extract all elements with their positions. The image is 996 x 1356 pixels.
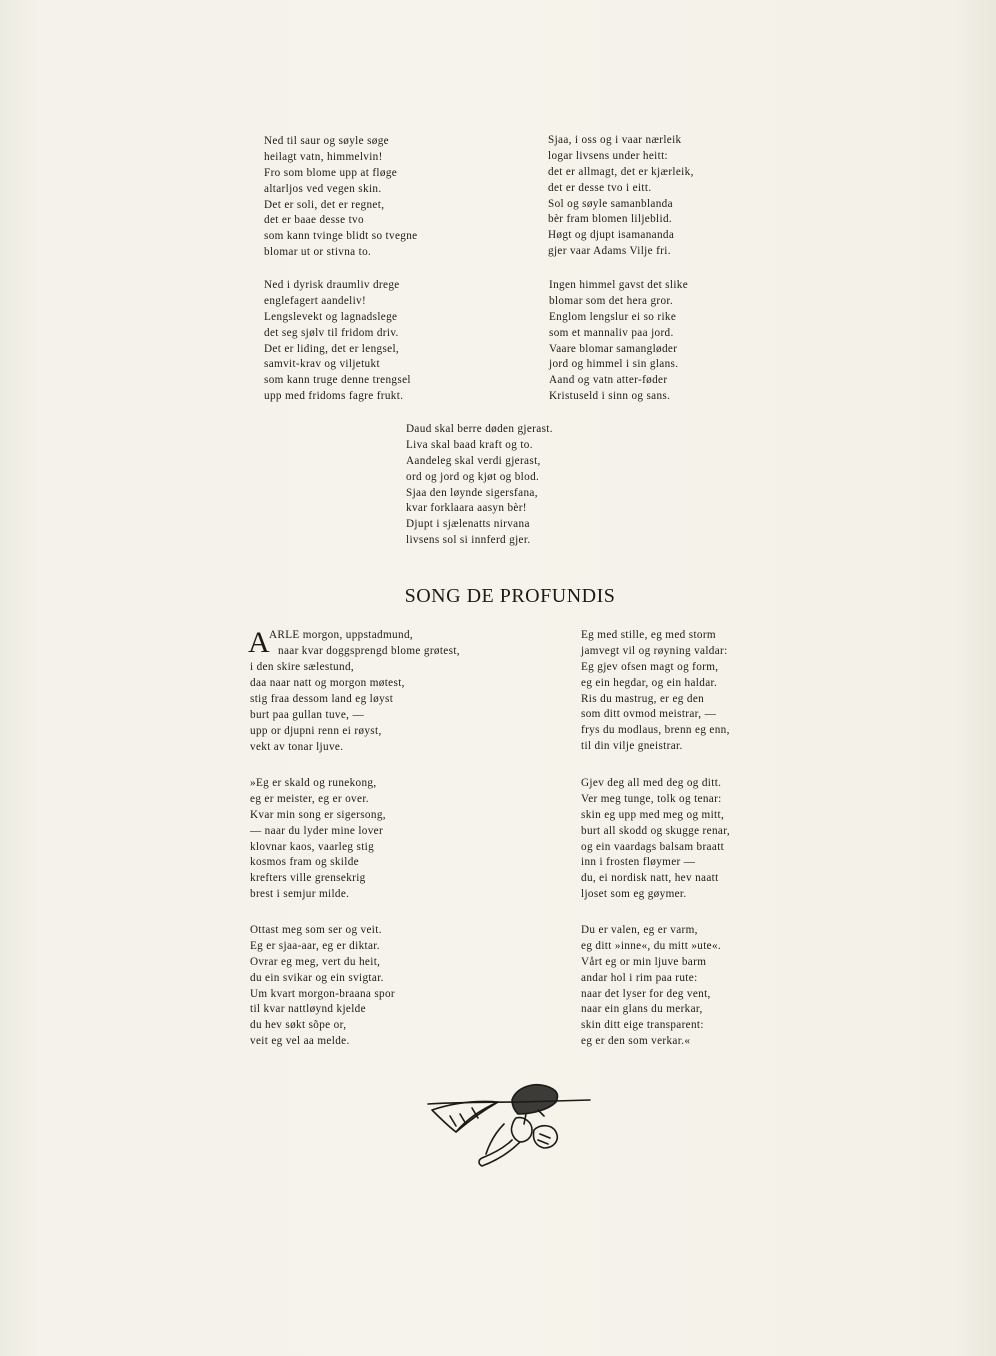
- verse-line: altarljos ved vegen skin.: [264, 182, 382, 195]
- verse-line: eg ditt »inne«, du mitt »ute«.: [581, 939, 722, 952]
- verse-line: Vaare blomar samangløder: [549, 342, 678, 355]
- drop-cap: A: [248, 626, 270, 659]
- verse-line: blomar som det hera gror.: [549, 294, 674, 307]
- verse-line: som kann tvinge blidt so tvegne: [264, 230, 418, 243]
- verse-line: Ned i dyrisk draumliv drege: [264, 279, 400, 291]
- verse-line: blomar ut or stivna to.: [264, 246, 372, 259]
- verse-line: skin ditt eige transparent:: [581, 1019, 704, 1032]
- verse-line: til kvar nattløynd kjelde: [250, 1003, 366, 1016]
- verse-line: Ver meg tunge, tolk og tenar:: [581, 792, 722, 805]
- verse-line: upp or djupni renn ei røyst,: [250, 725, 382, 737]
- verse-line: eg er den som verkar.«: [581, 1035, 691, 1048]
- verse-line: naar ein glans du merkar,: [581, 1003, 703, 1016]
- verse-line: kvar forklaara aasyn bèr!: [406, 502, 527, 515]
- verse-line: det seg sjølv til fridom driv.: [264, 326, 399, 339]
- verse-line: Lengslevekt og lagnadslege: [264, 310, 398, 323]
- verse-line: gjer vaar Adams Vilje fri.: [548, 245, 671, 258]
- verse-line: og ein vaardags balsam braatt: [581, 840, 725, 853]
- verse-line: du, ei nordisk natt, hev naatt: [581, 872, 719, 885]
- verse-line: det er allmagt, det er kjærleik,: [548, 165, 694, 178]
- verse-line: Eg er sjaa-aar, eg er diktar.: [250, 939, 380, 952]
- verse-line: samvit-krav og viljetukt: [264, 358, 380, 371]
- song-stanza-right-1: [581, 628, 730, 755]
- verse-line: Djupt i sjælenatts nirvana: [406, 518, 530, 531]
- verse-line: Kristuseld i sinn og sans.: [549, 390, 671, 403]
- verse-line: naar det lyser for deg vent,: [581, 987, 711, 1000]
- verse-line: livsens sol si innferd gjer.: [406, 534, 531, 547]
- verse-line: »Eg er skald og runekong,: [250, 777, 377, 789]
- verse-line: upp med fridoms fagre frukt.: [264, 390, 404, 403]
- verse-line: logar livsens under heitt:: [548, 149, 669, 162]
- verse-line: skin eg upp med meg og mitt,: [581, 808, 725, 821]
- poem1-stanza-left-1: [264, 134, 417, 261]
- verse-line: heilagt vatn, himmelvin!: [264, 150, 383, 163]
- verse-line: andar hol i rim paa rute:: [581, 971, 698, 984]
- verse-line: Kvar min song er sigersong,: [250, 808, 386, 821]
- verse-line: krefters ville grensekrig: [250, 872, 366, 885]
- verse-line: Ned til saur og søyle søge: [264, 135, 389, 147]
- verse-line: inn i frosten fløymer —: [581, 856, 696, 869]
- verse-line: Fro som blome upp at fløge: [264, 166, 398, 179]
- verse-line: som et mannaliv paa jord.: [549, 326, 674, 339]
- verse-line: bèr fram blomen liljeblid.: [548, 213, 673, 226]
- leaf-flower-ornament-icon: [420, 1080, 600, 1180]
- verse-line: Høgt og djupt isamananda: [548, 229, 675, 242]
- verse-line: Du er valen, eg er varm,: [581, 924, 698, 936]
- verse-line: brest i semjur milde.: [250, 888, 350, 901]
- verse-line: du ein svikar og ein svigtar.: [250, 971, 384, 984]
- verse-line: burt all skodd og skugge renar,: [581, 824, 730, 837]
- verse-line: vekt av tonar ljuve.: [250, 741, 344, 753]
- poem1-stanza-right-2: [549, 278, 688, 405]
- verse-line: det er baae desse tvo: [264, 214, 364, 227]
- verse-line: ord og jord og kjøt og blod.: [406, 470, 540, 483]
- verse-line: Eg gjev ofsen magt og form,: [581, 660, 719, 673]
- verse-line: Aandeleg skal verdi gjerast,: [406, 454, 541, 467]
- verse-line: det er desse tvo i eitt.: [548, 181, 652, 194]
- verse-line: ljoset som eg gøymer.: [581, 888, 687, 901]
- song-stanza-left-2: [250, 776, 386, 903]
- verse-line: du hev søkt sõpe or,: [250, 1019, 347, 1032]
- verse-line: Ottast meg som ser og veit.: [250, 924, 382, 936]
- verse-line: Englom lengslur ei so rike: [549, 310, 677, 323]
- verse-line: Ris du mastrug, er eg den: [581, 692, 705, 705]
- verse-line: Vårt eg or min ljuve barm: [581, 955, 707, 968]
- verse-line: Sjaa den løynde sigersfana,: [406, 486, 538, 499]
- verse-line: eg er meister, eg er over.: [250, 792, 369, 805]
- verse-line: Det er soli, det er regnet,: [264, 198, 385, 211]
- song-stanza-right-3: [581, 923, 721, 1050]
- verse-line: som ditt ovmod meistrar, —: [581, 708, 717, 721]
- verse-line: Sjaa, i oss og i vaar nærleik: [548, 134, 682, 146]
- song-title: SONG DE PROFUNDIS: [404, 585, 616, 607]
- verse-line: ARLE morgon, uppstadmund,: [269, 629, 414, 641]
- poem1-stanza-right-1: [548, 133, 694, 260]
- verse-line: Liva skal baad kraft og to.: [406, 438, 533, 451]
- verse-line: kosmos fram og skilde: [250, 856, 359, 869]
- verse-line: Aand og vatn atter-føder: [549, 374, 668, 387]
- verse-line: daa naar natt og morgon møtest,: [250, 677, 405, 689]
- verse-line: eg ein hegdar, og ein haldar.: [581, 676, 718, 689]
- verse-line: burt paa gullan tuve, —: [250, 709, 364, 721]
- poem1-stanza-left-2: [264, 278, 411, 405]
- verse-line: — naar du lyder mine lover: [250, 824, 384, 837]
- verse-line: Sol og søyle samanblanda: [548, 197, 673, 210]
- verse-line: stig fraa dessom land eg løyst: [250, 693, 394, 705]
- verse-line: klovnar kaos, vaarleg stig: [250, 840, 375, 853]
- verse-line: Daud skal berre døden gjerast.: [406, 423, 553, 435]
- verse-line: jord og himmel i sin glans.: [549, 358, 679, 371]
- verse-line: Ingen himmel gavst det slike: [549, 279, 689, 291]
- verse-line: Ovrar eg meg, vert du heit,: [250, 955, 381, 968]
- verse-line: jamvegt vil og røyning valdar:: [581, 644, 728, 657]
- verse-line: veit eg vel aa melde.: [250, 1035, 350, 1048]
- verse-line: Gjev deg all med deg og ditt.: [581, 777, 722, 789]
- verse-line: som kann truge denne trengsel: [264, 374, 411, 387]
- verse-line: Um kvart morgon-braana spor: [250, 987, 396, 1000]
- verse-line: englefagert aandeliv!: [264, 294, 367, 307]
- verse-line: til din vilje gneistrar.: [581, 740, 683, 753]
- verse-line: frys du modlaus, brenn eg enn,: [581, 724, 730, 737]
- poem1-stanza-center: [406, 422, 553, 549]
- song-stanza-left-3: [250, 923, 395, 1050]
- verse-line: naar kvar doggsprengd blome grøtest,: [278, 645, 460, 657]
- song-stanza-right-2: [581, 776, 730, 903]
- verse-line: Eg med stille, eg med storm: [581, 629, 716, 641]
- verse-line: i den skire sælestund,: [250, 661, 355, 673]
- verse-line: Det er liding, det er lengsel,: [264, 342, 400, 355]
